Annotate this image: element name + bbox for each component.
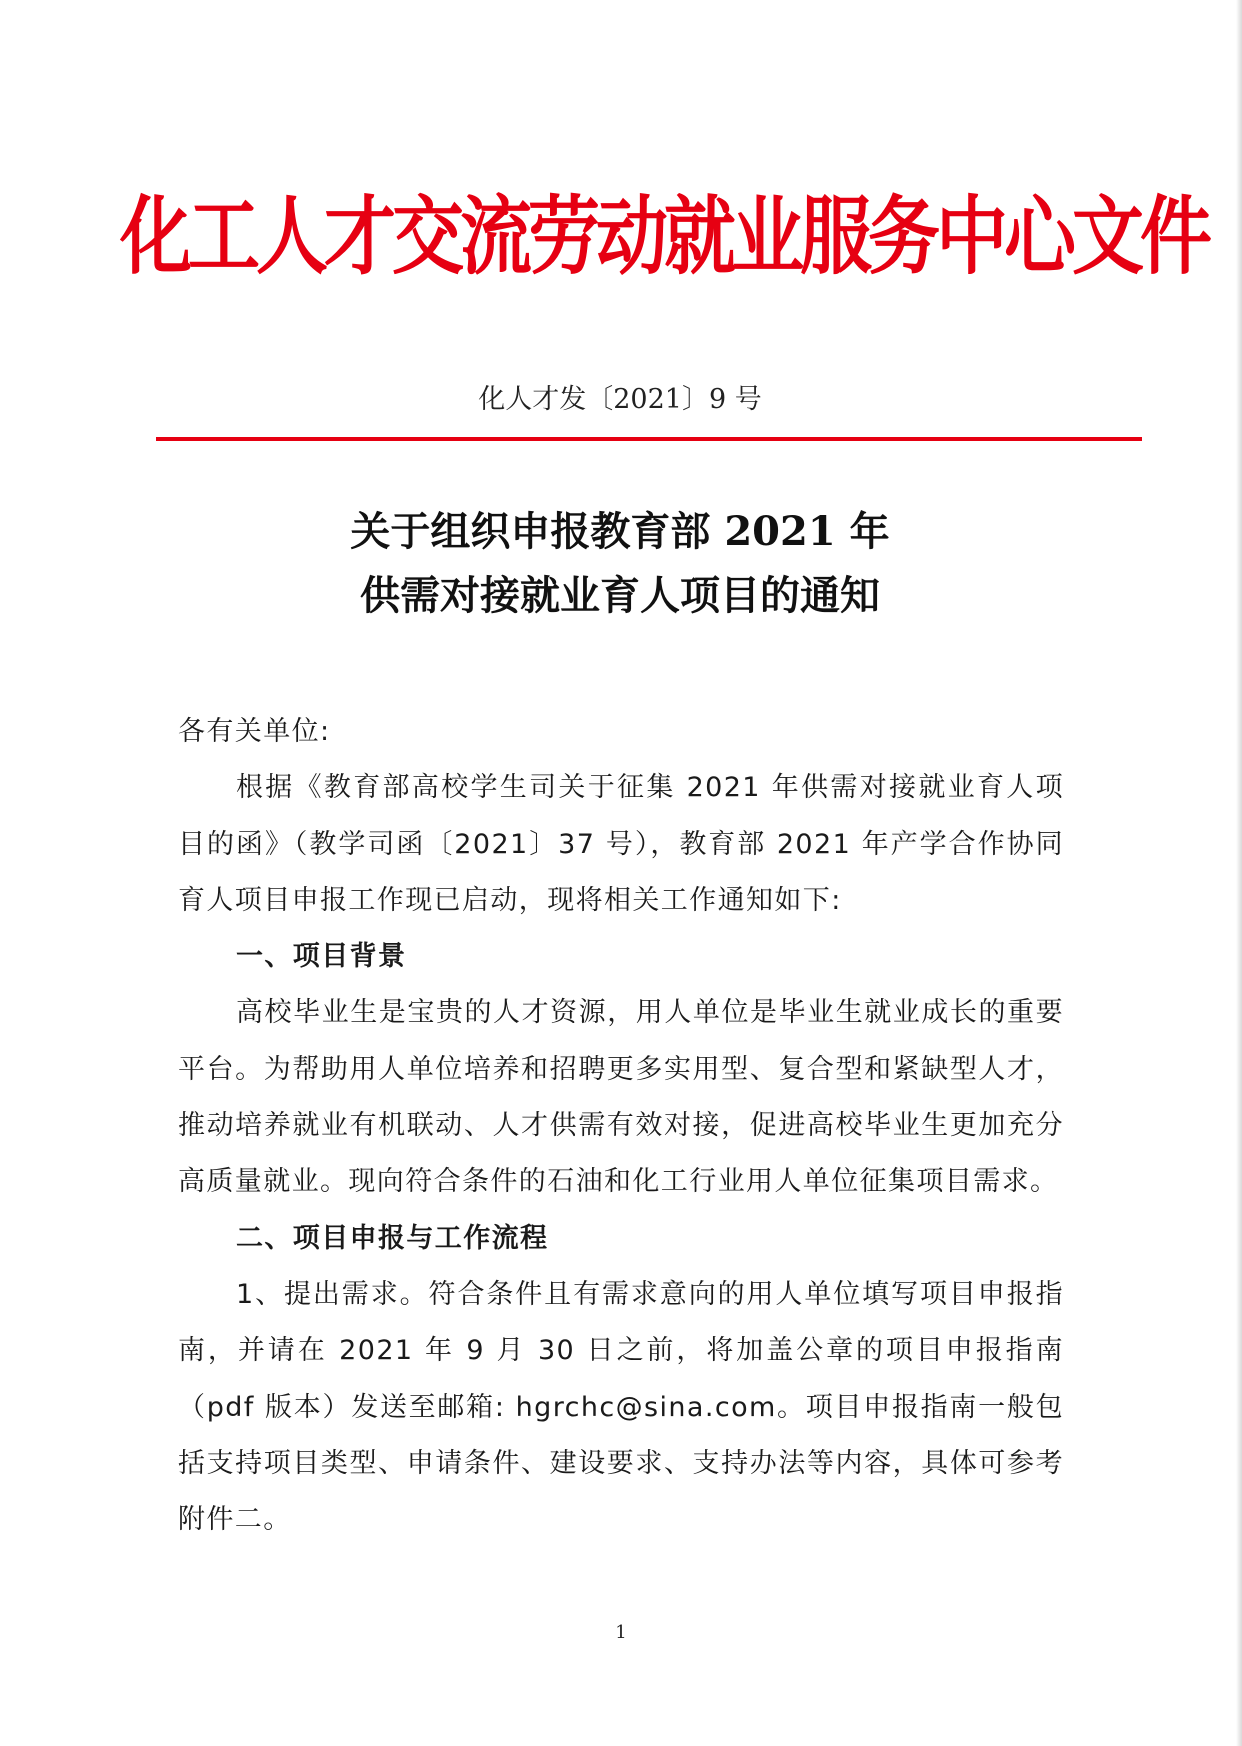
section-2-item-1: 1、提出需求。符合条件且有需求意向的用人单位填写项目申报指南，并请在 2021 年 9 月 30 日之前，将加盖公章的项目申报指南（pdf 版本）发送至邮箱: hgrchc@sina.com。项目申报指南一般包括支持项目类型、申请条件、建设要求、支持办法等内容，具体可参考附件二。: [178, 1278, 1064, 1536]
notice-title-line-1: 关于组织申报教育部 2021 年: [350, 508, 890, 555]
page-number: 1: [615, 1622, 627, 1643]
red-divider-line: [156, 437, 1142, 441]
notice-title-line-2: 供需对接就业育人项目的通知: [360, 572, 880, 619]
document-number: 化人才发〔2021〕9 号: [478, 384, 762, 415]
intro-paragraph: 根据《教育部高校学生司关于征集 2021 年供需对接就业育人项目的函》（教学司函〔2021〕37 号），教育部 2021 年产学合作协同育人项目申报工作现已启动，现将相关工作通知如下:: [178, 772, 1064, 916]
salutation: 各有关单位:: [178, 716, 331, 747]
issuing-organization-title: 化工人才交流劳动就业服务中心文件: [120, 185, 1209, 287]
notice-body: [178, 704, 1064, 1548]
section-1-paragraph: 高校毕业生是宝贵的人才资源，用人单位是毕业生就业成长的重要平台。为帮助用人单位培养和招聘更多实用型、复合型和紧缺型人才，推动培养就业有机联动、人才供需有效对接，促进高校毕业生更加充分高质量就业。现向符合条件的石油和化工行业用人单位征集项目需求。: [178, 997, 1064, 1198]
page-edge-shadow: [1236, 0, 1242, 1746]
section-2-heading: 二、项目申报与工作流程: [236, 1222, 549, 1254]
notice-title: [120, 500, 1120, 628]
section-1-heading: 一、项目背景: [236, 941, 407, 973]
